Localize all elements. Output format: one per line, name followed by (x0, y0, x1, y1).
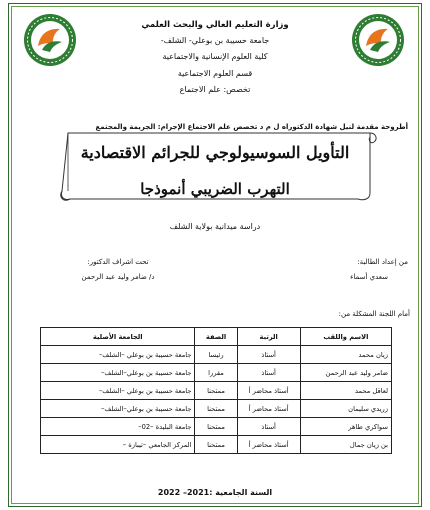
member-university: جامعة حسيبة بن بوعلي –الشلف– (41, 382, 195, 400)
table-row (41, 418, 392, 436)
member-rank: أستاذ (237, 418, 300, 436)
thesis-title-line2: التهرب الضريبي أنموذجا (140, 180, 290, 198)
member-university: جامعة حسيبة بن بوعلي–الشلف– (41, 400, 195, 418)
member-role: رئيسا (195, 346, 237, 364)
table-row (41, 346, 392, 364)
supervisor-name: د/ ضامر وليد عبد الرحمن (81, 273, 155, 281)
committee-table (40, 327, 392, 454)
header-rank: الرتبة (237, 328, 300, 346)
member-rank: أستاذ محاضر أ (237, 436, 300, 454)
table-row (41, 382, 392, 400)
member-rank: أستاذ محاضر أ (237, 400, 300, 418)
member-name: لعاقل محمد (300, 382, 391, 400)
member-university: جامعة حسيبة بن بوعلي–الشلف– (41, 364, 195, 382)
member-rank: أستاذ (237, 364, 300, 382)
table-row (41, 364, 392, 382)
header-university: الجامعة الأصلية (41, 328, 195, 346)
member-name: زيان محمد (300, 346, 391, 364)
member-name: ضامر وليد عبد الرحمن (300, 364, 391, 382)
member-role: ممتحنا (195, 382, 237, 400)
member-name: سواكري طاهر (300, 418, 391, 436)
table-row (41, 436, 392, 454)
member-role: ممتحنا (195, 400, 237, 418)
member-university: جامعة البليدة –02– (41, 418, 195, 436)
thesis-description: أطروحة مقدمة لنيل شهادة الدكتوراه ل م د تخصص علم الاجتماع الإجرام: الجريمة والمجتمع (95, 123, 408, 131)
faculty-name: كلية العلوم الإنسانية والاجتماعية (162, 52, 268, 61)
department-name: قسم العلوم الاجتماعية (177, 69, 253, 78)
header-role: الصفة (195, 328, 237, 346)
table-header-row (41, 328, 392, 346)
member-rank: أستاذ محاضر أ (237, 382, 300, 400)
header-name: الاسم واللقب (300, 328, 391, 346)
member-name: بن زيان جمال (300, 436, 391, 454)
member-university: جامعة حسيبة بن بوعلي –الشلف– (41, 346, 195, 364)
committee-label: أمام اللجنة المشكلة من: (338, 310, 410, 318)
member-name: زريدي سليمان (300, 400, 391, 418)
university-name: جامعة حسيبة بن بوعلي- الشلف- (160, 36, 270, 45)
table-row (41, 400, 392, 418)
academic-year: السنة الجامعية :2021– 2022 (157, 488, 273, 497)
supervision-label: تحت اشراف الدكتور: (87, 258, 149, 266)
member-role: ممتحنا (195, 418, 237, 436)
specialty: تخصص: علم الاجتماع (179, 85, 251, 94)
member-role: ممتحنا (195, 436, 237, 454)
prepared-by-label: من إعداد الطالبة: (357, 258, 408, 266)
thesis-title-line1: التأويل السوسيولوجي للجرائم الاقتصادية (80, 143, 350, 162)
member-role: مقررا (195, 364, 237, 382)
thesis-subtitle: دراسة ميدانية بولاية الشلف (169, 222, 261, 231)
member-rank: أستاذ (237, 346, 300, 364)
member-university: المركز الجامعي –تيبازة – (41, 436, 195, 454)
student-name: سعدي أسماء (350, 273, 388, 281)
ministry-name: وزارة التعليم العالي والبحث العلمي (141, 20, 289, 30)
